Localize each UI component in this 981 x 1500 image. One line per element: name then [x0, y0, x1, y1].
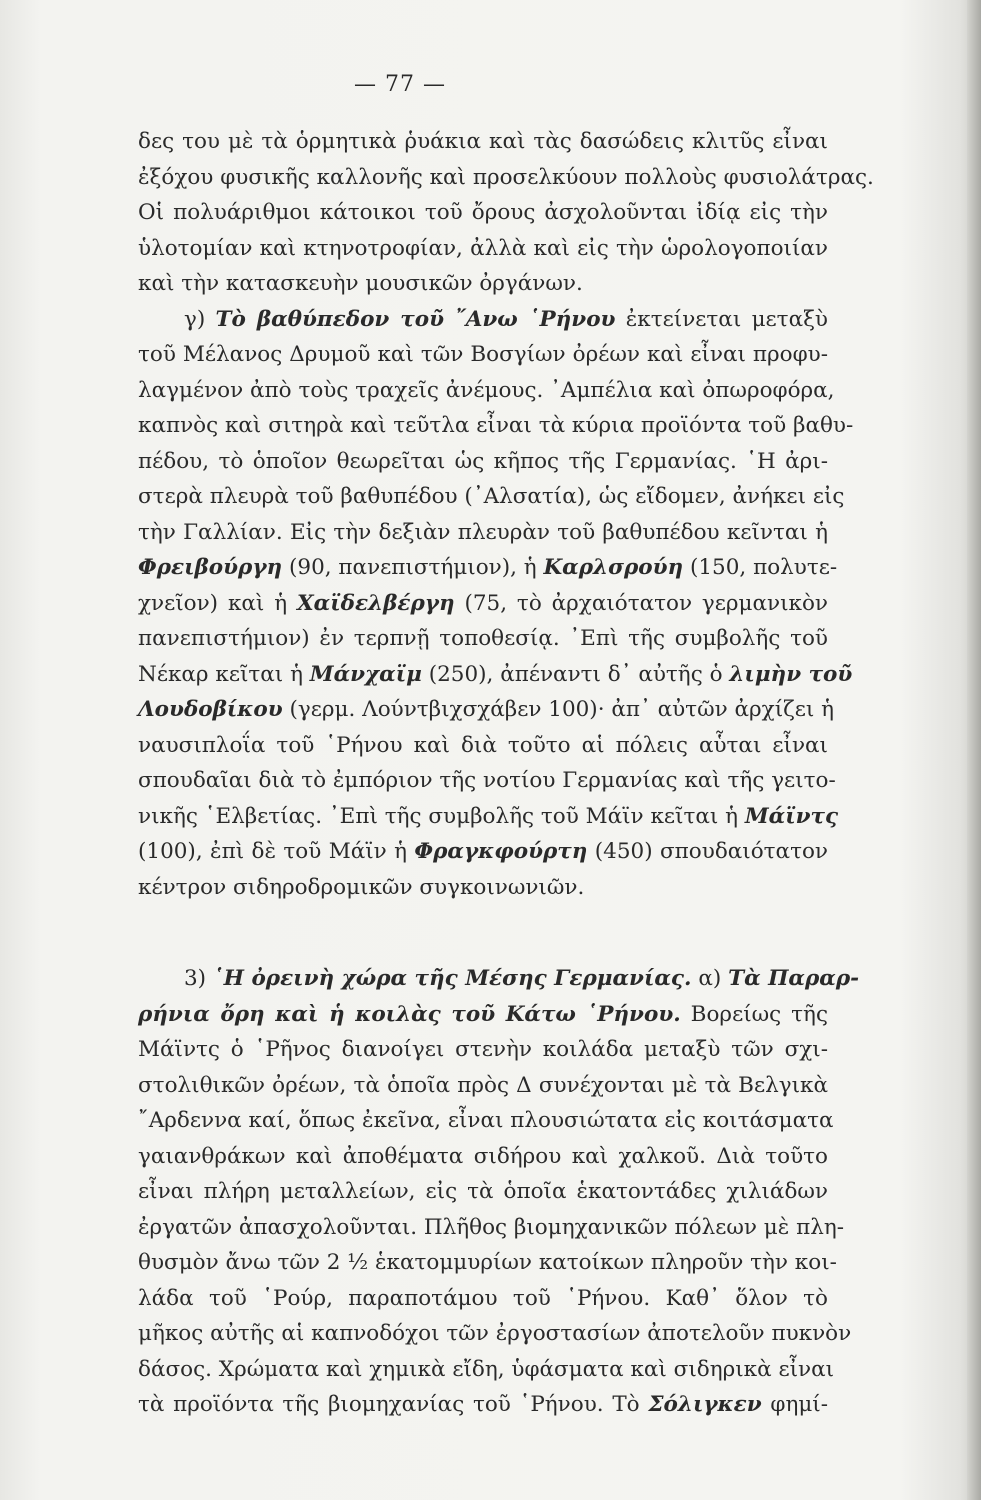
text-segment: μῆκος αὐτῆς αἱ καπνοδόχοι τῶν ἐργοστασίων ἀποτελοῦν πυκνὸν	[138, 1321, 852, 1346]
emphasis-text: Τὰ Παραρ-	[728, 966, 860, 991]
text-segment: νικῆς ῾Ελβετίας. ᾿Επὶ τῆς συμβολῆς τοῦ Μάϊν κεῖται ἡ	[138, 803, 745, 829]
text-line	[138, 408, 854, 444]
text-segment: θυσμὸν ἄνω τῶν 2 ½ ἑκατομμυρίων κατοίκων πληροῦν τὴν κοι-	[138, 1250, 837, 1275]
text-segment: (75, τὸ ἀρχαιότατον γερμανικὸν	[454, 590, 828, 616]
text-line	[138, 1174, 828, 1210]
text-segment: α)	[691, 966, 729, 991]
emphasis-text: Φραγκφούρτη	[414, 839, 588, 864]
emphasis-text: Φρειβούργη	[138, 555, 283, 580]
text-line	[138, 302, 828, 338]
text-line	[138, 337, 828, 373]
text-segment: Βορείως τῆς	[680, 1001, 828, 1027]
text-line	[138, 231, 828, 267]
text-segment: λάδα τοῦ ῾Ρούρ, παραποτάμου τοῦ ῾Ρήνου. Καθ᾿ ὅλον τὸ	[138, 1285, 828, 1311]
emphasis-text: Μάνχαϊμ	[309, 661, 422, 687]
text-line	[138, 586, 828, 622]
text-line	[138, 834, 828, 870]
body-text	[138, 124, 874, 1423]
text-line	[138, 195, 828, 231]
text-segment: πέδου, τὸ ὁποῖον θεωρεῖται ὡς κῆπος τῆς Γερμανίας. ῾Η ἀρι-	[138, 448, 828, 474]
text-line	[138, 515, 828, 551]
emphasis-text: Τὸ βαθύπεδον τοῦ ῎Ανω ῾Ρήνου	[215, 306, 616, 332]
text-line	[138, 1139, 828, 1175]
text-line	[138, 1316, 852, 1352]
text-segment: ἐργατῶν ἀπασχολοῦνται. Πλῆθος βιομηχανικῶν πόλεων μὲ πλη-	[138, 1214, 845, 1240]
text-segment: λαγμένον ἀπὸ τοὺς τραχεῖς ἀνέμους. ᾿Αμπέλια καὶ ὀπωροφόρα,	[138, 377, 835, 403]
text-segment: (150, πολυτε-	[683, 555, 838, 580]
text-line	[138, 550, 838, 586]
text-segment: καπνὸς καὶ σιτηρὰ καὶ τεῦτλα εἶναι τὰ κύρια προϊόντα τοῦ βαθυ-	[138, 413, 854, 438]
text-line	[138, 1245, 837, 1281]
text-line	[138, 1068, 828, 1104]
emphasis-text: Χαϊδελβέργη	[296, 590, 455, 616]
text-line	[138, 728, 828, 764]
text-line	[138, 657, 853, 693]
text-segment: δες του μὲ τὰ ὁρμητικὰ ῥυάκια καὶ τὰς δασώδεις κλιτῦς εἶναι	[138, 129, 828, 154]
text-line	[138, 763, 836, 799]
text-segment: καὶ τὴν κατασκευὴν μουσικῶν ὀργάνων.	[138, 271, 583, 296]
text-line	[138, 373, 835, 409]
text-segment: (γερμ. Λούντβιχσχάβεν 100)· ἀπ᾿ αὐτῶν ἀρχίζει ἡ	[282, 697, 835, 722]
paragraph-gap	[138, 905, 828, 961]
text-segment: γ)	[184, 306, 216, 332]
emphasis-text: ῾Η ὀρεινὴ χώρα τῆς Μέσης Γερμανίας.	[212, 966, 692, 991]
text-line	[138, 870, 828, 906]
emphasis-text: Καρλσρούη	[543, 555, 684, 580]
text-line	[138, 621, 828, 657]
text-segment: Μάϊντς ὁ ῾Ρῆνος διανοίγει στενὴν κοιλάδα μεταξὺ τῶν σχι-	[138, 1037, 828, 1062]
text-line	[138, 1103, 834, 1139]
text-line	[138, 1387, 828, 1423]
text-segment: (450) σπουδαιότατον	[587, 839, 828, 864]
text-segment: Νέκαρ κεῖται ἡ	[138, 661, 310, 687]
text-line	[138, 997, 828, 1033]
page-edge-shadow	[967, 0, 981, 1500]
text-segment: χνεῖον) καὶ ἡ	[138, 590, 297, 616]
text-line	[138, 444, 828, 480]
text-segment: (90, πανεπιστήμιον), ἡ	[282, 555, 544, 580]
text-segment: τοῦ Μέλανος Δρυμοῦ καὶ τῶν Βοσγίων ὀρέων καὶ εἶναι προφυ-	[138, 342, 828, 367]
text-line	[138, 961, 860, 997]
text-line	[138, 1352, 835, 1388]
text-segment: δάσος. Χρώματα καὶ χημικὰ εἴδη, ὑφάσματα καὶ σιδηρικὰ εἶναι	[138, 1356, 835, 1382]
text-segment: γαιανθράκων καὶ ἀποθέματα σιδήρου καὶ χαλκοῦ. Διὰ τοῦτο	[138, 1143, 828, 1169]
text-segment: 3)	[184, 966, 213, 991]
text-line	[138, 1210, 845, 1246]
page-number: — 77 —	[354, 72, 446, 97]
text-line	[138, 479, 845, 515]
text-segment: ῎Αρδεννα καί, ὅπως ἐκεῖνα, εἶναι πλουσιώτατα εἰς κοιτάσματα	[138, 1108, 834, 1133]
text-segment: φημί-	[761, 1392, 828, 1417]
text-segment: Οἱ πολυάριθμοι κάτοικοι τοῦ ὄρους ἀσχολοῦνται ἰδίᾳ εἰς τὴν	[138, 200, 828, 225]
text-segment: στερὰ πλευρὰ τοῦ βαθυπέδου (᾿Αλσατία), ὡς εἴδομεν, ἀνήκει εἰς	[138, 484, 845, 509]
text-line	[138, 1281, 828, 1317]
text-segment: τὰ προϊόντα τῆς βιομηχανίας τοῦ ῾Ρήνου. Τὸ	[138, 1392, 649, 1417]
text-segment: πανεπιστήμιον) ἐν τερπνῇ τοποθεσίᾳ. ᾿Επὶ τῆς συμβολῆς τοῦ	[138, 626, 828, 651]
text-segment: ἐξόχου φυσικῆς καλλονῆς καὶ προσελκύουν πολλοὺς φυσιολάτρας.	[138, 164, 874, 190]
text-segment: (100), ἐπὶ δὲ τοῦ Μάϊν ἡ	[138, 839, 415, 864]
text-segment: εἶναι πλήρη μεταλλείων, εἰς τὰ ὁποῖα ἑκατοντάδες χιλιάδων	[138, 1179, 828, 1204]
text-line	[138, 1032, 828, 1068]
emphasis-text: Λουδοβίκου	[138, 697, 283, 722]
text-segment: (250), ἀπέναντι δ᾿ αὐτῆς ὁ	[421, 661, 730, 687]
text-segment: ναυσιπλοΐα τοῦ ῾Ρήνου καὶ διὰ τοῦτο αἱ πόλεις αὗται εἶναι	[138, 732, 828, 758]
text-segment: κέντρον σιδηροδρομικῶν συγκοινωνιῶν.	[138, 874, 585, 900]
emphasis-text: λιμὴν τοῦ	[729, 661, 853, 687]
text-segment: στολιθικῶν ὀρέων, τὰ ὁποῖα πρὸς Δ συνέχονται μὲ τὰ Βελγικὰ	[138, 1072, 828, 1098]
text-segment: ἐκτείνεται μεταξὺ	[615, 306, 828, 332]
emphasis-text: Σόλιγκεν	[648, 1392, 762, 1417]
text-line	[138, 266, 828, 302]
emphasis-text: ρήνια ὄρη καὶ ἡ κοιλὰς τοῦ Κάτω ῾Ρήνου.	[138, 1001, 681, 1027]
text-segment: ὑλοτομίαν καὶ κτηνοτροφίαν, ἀλλὰ καὶ εἰς τὴν ὡρολογοποιίαν	[138, 235, 828, 261]
text-line	[138, 692, 835, 728]
text-segment: τὴν Γαλλίαν. Εἰς τὴν δεξιὰν πλευρὰν τοῦ βαθυπέδου κεῖνται ἡ	[138, 519, 828, 545]
text-segment: σπουδαῖαι διὰ τὸ ἐμπόριον τῆς νοτίου Γερμανίας καὶ τῆς γειτο-	[138, 768, 836, 793]
text-line	[138, 160, 874, 196]
text-line	[138, 799, 839, 835]
text-line	[138, 124, 828, 160]
emphasis-text: Μάϊντς	[744, 803, 839, 829]
